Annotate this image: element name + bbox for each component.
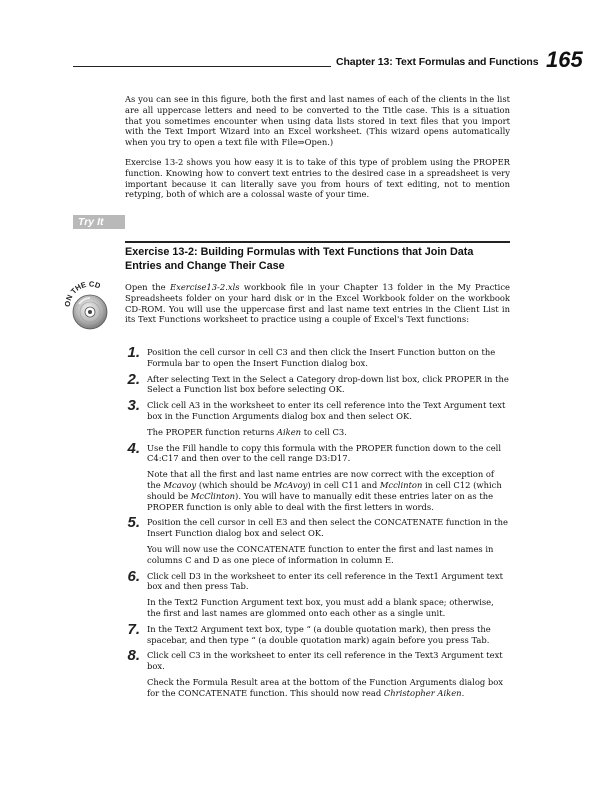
step-item (104, 397, 510, 437)
body-paragraph-1: As you can see in this figure, both the first and last names of each of the clients in the list are all uppercase letters and need to be converted to the Title case. This is a situation that you sometimes encounter when using data lists stored in text files that you import with the Text Import Wizard into an Excel worksheet. (This wizard opens automatically when you try to open a text file with File⇒Open.) (125, 94, 510, 148)
step-item (104, 647, 510, 698)
step-text: Position the cell cursor in cell E3 and then select the CONCATENATE function in the Insert Function dialog box and select OK. (147, 517, 509, 539)
step-number: 6. (127, 567, 140, 585)
step-text: Click cell D3 in the worksheet to enter its cell reference in the Text1 Argument text box and then press Tab. (147, 570, 503, 592)
step-number: 4. (127, 439, 140, 457)
exercise-file-name: Exercise13-2.xls (169, 282, 240, 292)
step-item (104, 620, 510, 646)
header-rule (73, 66, 331, 67)
page-number: 165 (546, 47, 583, 72)
step-number: 2. (127, 370, 140, 388)
step-text: Use the Fill handle to copy this formula with the PROPER function down to the cell C4:C17 and then over to the cell range D3:D17. (147, 442, 502, 464)
exercise-title: Exercise 13-2: Building Formulas with Text Functions that Join Data Entries and Change Their Case (125, 246, 474, 272)
step-text: Click cell A3 in the worksheet to enter its cell reference into the Text Argument text box in the Function Arguments dialog box and then select OK. (147, 400, 506, 421)
body-paragraph-2: Exercise 13-2 shows you how easy it is to take of this type of problem using the PROPER function. Knowing how to convert text entries to the desired case in a spreadsheet is very important because it can literally save you from hours of text editing, not to mention retyping, both of which are a colossal waste of your time. (125, 157, 510, 200)
step-text: Position the cell cursor in cell C3 and then click the Insert Function button on the Formula bar to open the Insert Function dialog box. (147, 347, 496, 368)
step-note: The PROPER function returns Aiken to cell C3. (147, 426, 347, 437)
step-number: 3. (127, 397, 140, 415)
step-text: After selecting Text in the Select a Category drop-down list box, click PROPER in the Select a Function list box before selecting OK. (147, 373, 509, 395)
step-item (104, 567, 510, 619)
chapter-title: Chapter 13: Text Formulas and Functions (336, 56, 539, 68)
step-item (104, 439, 510, 513)
exercise-rule (125, 241, 510, 243)
step-number: 7. (127, 620, 140, 638)
on-the-cd-icon (60, 276, 120, 336)
step-number: 5. (127, 514, 140, 532)
step-number: 1. (127, 344, 140, 361)
step-note: In the Text2 Function Argument text box, you must add a blank space; otherwise, the first and last names are glommed onto each other as a single unit. (147, 597, 494, 618)
step-note: Check the Formula Result area at the bottom of the Function Arguments dialog box for the CONCATENATE function. This should now read Christopher Aiken. (147, 676, 504, 698)
step-note: You will now use the CONCATENATE function to enter the first and last names in columns C and D as one piece of information in column E. (147, 543, 494, 565)
try-it-label: Try It (78, 216, 104, 228)
step-text: In the Text2 Argument text box, type “ (a double quotation mark), then press the spacebar, and then type “ (a double quotation mark) again before you press Tab. (147, 623, 491, 645)
step-item (104, 344, 510, 369)
exercise-intro: Open the Exercise13-2.xls workbook file in your Chapter 13 folder in the My Practice Spreadsheets folder on your hard disk or in the Excel Workbook folder on the workbook CD-ROM. You will use the uppercase first and last name text entries in the Client List in its Text Functions worksheet to practice using a couple of Excel's Text functions: (125, 282, 510, 325)
step-note: Note that all the first and last name entries are now correct with the exception of the Mcavoy (which should be McAvoy) in cell C11 and Mcclinton in cell C12 (which should be McClinton). You will have to manually edit these entries later on as the PROPER function is only able to deal with the first letters in words. (147, 469, 502, 512)
step-text: Click cell C3 in the worksheet to enter its cell reference in the Text3 Argument text box. (147, 650, 503, 672)
step-item (104, 514, 510, 565)
on-the-cd-label: ON THE CD (62, 279, 102, 308)
step-item (104, 370, 510, 396)
exercise-steps (104, 344, 510, 699)
step-number: 8. (127, 647, 140, 665)
